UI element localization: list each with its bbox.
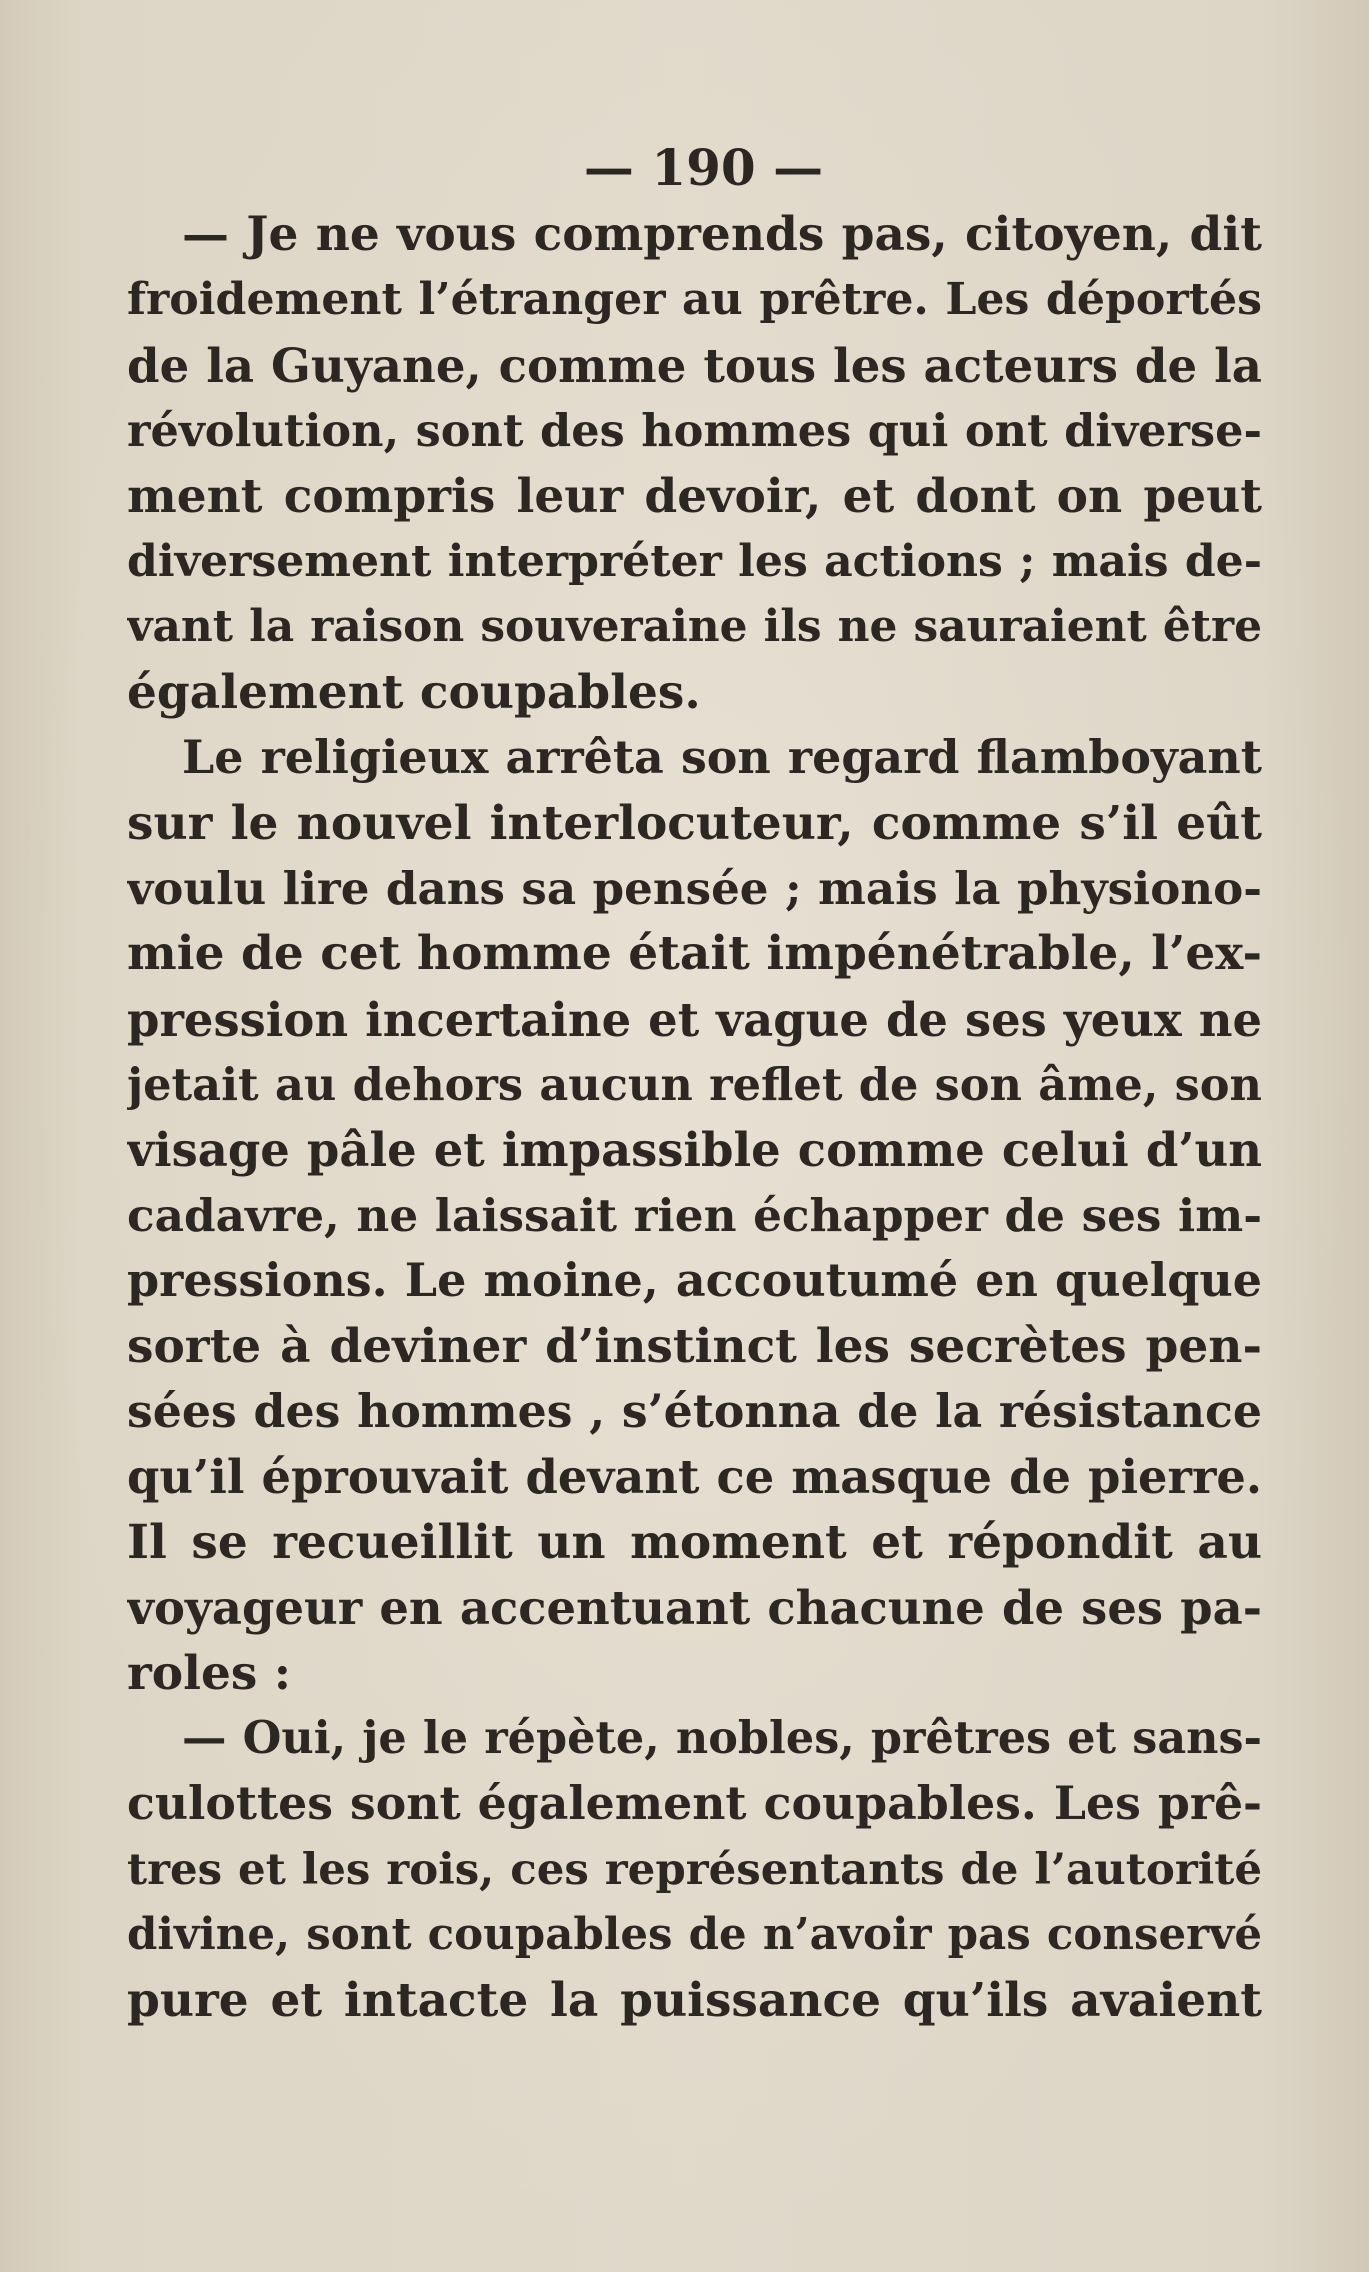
paragraph-2 (127, 725, 1262, 1706)
text-line: voyageur en accentuant chacune de ses pa- (127, 1580, 1262, 1636)
text-line: sorte à deviner d’instinct les secrètes pen- (127, 1318, 1262, 1374)
text-line: Le religieux arrêta son regard flamboyant (182, 730, 1262, 785)
text-line: vant la raison souveraine ils ne sauraient être (127, 601, 1262, 653)
text-line: jetait au dehors aucun reflet de son âme, son (127, 1058, 1262, 1112)
text-line: — Oui, je le répète, nobles, prêtres et sans- (182, 1711, 1262, 1764)
text-line: révolution, sont des hommes qui ont diverse- (127, 404, 1262, 458)
text-line: ment compris leur devoir, et dont on peut (127, 468, 1262, 524)
text-line: tres et les rois, ces représentants de l’autorité (127, 1843, 1262, 1895)
page-number: — 190 — (583, 138, 824, 197)
text-line: roles : (127, 1645, 292, 1701)
text-line: — Je ne vous comprends pas, citoyen, dit (182, 207, 1262, 262)
text-line: sur le nouvel interlocuteur, comme s’il eût (127, 795, 1262, 851)
text-line: cadavre, ne laissait rien échapper de ses im- (127, 1187, 1262, 1242)
text-line: culottes sont également coupables. Les prê- (127, 1776, 1262, 1831)
text-line: qu’il éprouvait devant ce masque de pierre. (127, 1449, 1262, 1505)
text-line: pressions. Le moine, accoutumé en quelque (127, 1253, 1262, 1308)
text-line: divine, sont coupables de n’avoir pas conservé (127, 1909, 1262, 1961)
text-line: Il se recueillit un moment et répondit au (127, 1514, 1262, 1570)
text-line: mie de cet homme était impénétrable, l’ex- (127, 926, 1262, 982)
text-line: également coupables. (127, 664, 701, 720)
text-block (127, 136, 1262, 2033)
text-line: voulu lire dans sa pensée ; mais la physiono- (127, 861, 1262, 915)
paragraph-1 (127, 202, 1262, 725)
text-line: de la Guyane, comme tous les acteurs de la (127, 337, 1262, 393)
text-line: diversement interpréter les actions ; mais de- (127, 535, 1262, 587)
paragraph-3 (127, 1706, 1262, 2033)
text-line: visage pâle et impassible comme celui d’un (127, 1122, 1262, 1178)
text-line: froidement l’étranger au prêtre. Les déportés (127, 274, 1262, 326)
text-line: sées des hommes , s’étonna de la résistance (127, 1384, 1262, 1439)
text-line: pure et intacte la puissance qu’ils avaient (127, 1972, 1262, 2028)
text-line: pression incertaine et vague de ses yeux ne (127, 991, 1262, 1047)
